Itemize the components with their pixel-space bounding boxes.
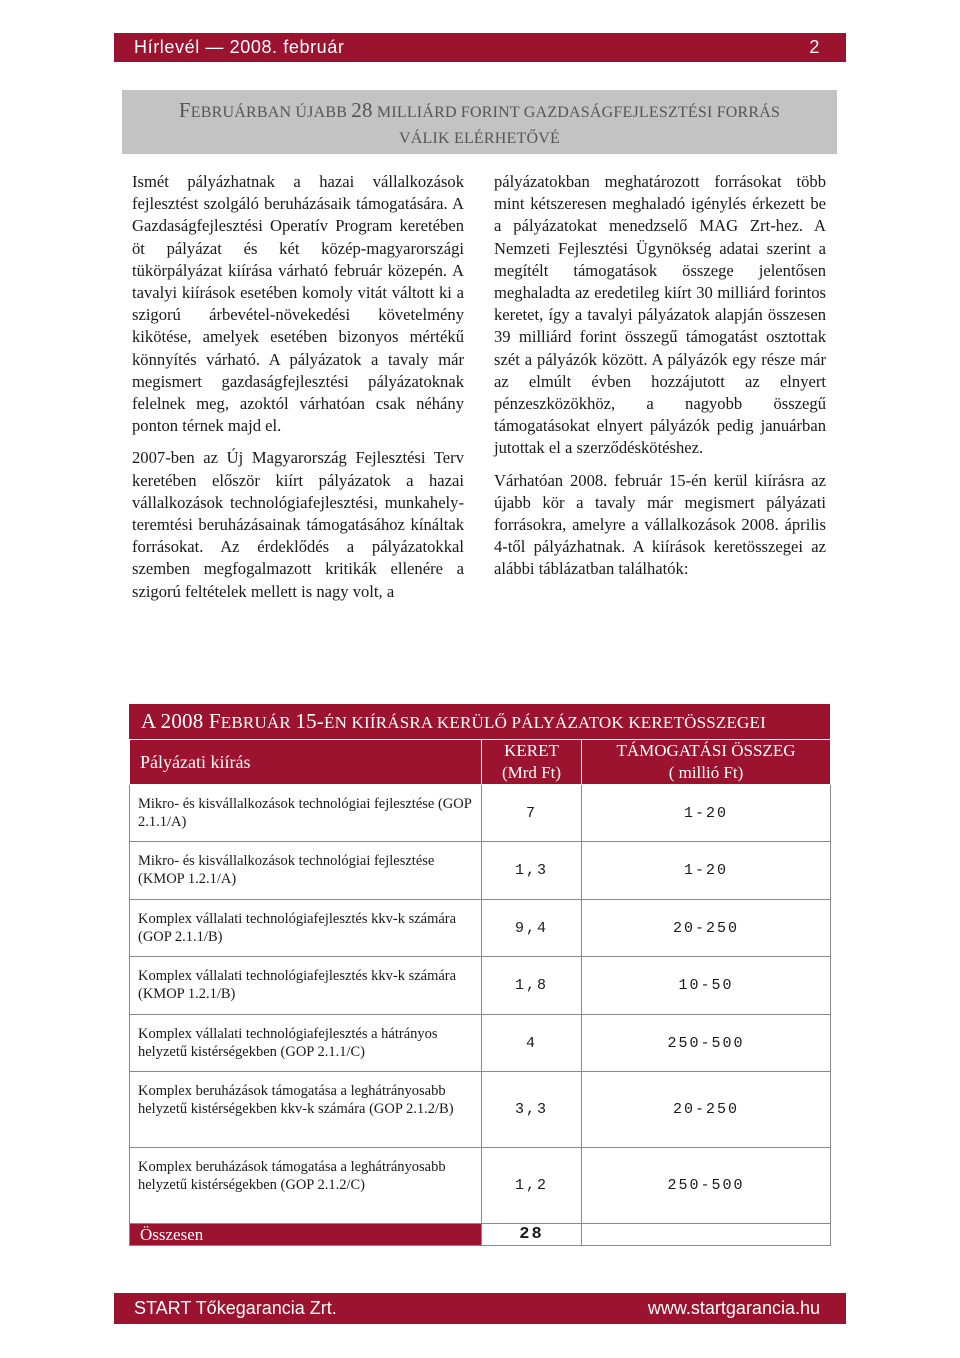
footer-bar — [114, 1293, 846, 1324]
paragraph: Várhatóan 2008. február 15-én kerül kiírásra az újabb kör a tavaly már megismert pályázati forrásokra, amelyre a vállalkozások 2008. április 4-től pályázhatnak. A kiírások keretösszegei az alábbi táblázatban találhatók: — [494, 470, 826, 579]
amount-value: 20-250 — [582, 1072, 831, 1148]
company-name: START Tőkegarancia Zrt. — [134, 1298, 337, 1318]
call-name: Komplex vállalati technológiafejlesztés kkv-k számára (GOP 2.1.1/B) — [130, 900, 482, 957]
table-row — [130, 957, 831, 1015]
column-header-call: Pályázati kiírás — [130, 740, 482, 785]
call-name: Komplex beruházások támogatása a leghátrányosabb helyzetű kistérségekben kkv-k számára (GOP 2.1.2/B) — [130, 1072, 482, 1148]
table-row — [130, 1015, 831, 1072]
budget-value: 1,2 — [482, 1148, 582, 1224]
budget-value: 1,3 — [482, 842, 582, 900]
total-label: Összesen — [130, 1224, 482, 1246]
call-name: Komplex vállalati technológiafejlesztés kkv-k számára (KMOP 1.2.1/B) — [130, 957, 482, 1015]
table-title: A 2008 FEBRUÁR 15-ÉN KIÍRÁSRA KERÜLŐ PÁLYÁZATOK KERETÖSSZEGEI — [129, 704, 830, 739]
table-row — [130, 842, 831, 900]
budget-value: 1,8 — [482, 957, 582, 1015]
budget-value: 7 — [482, 785, 582, 842]
website-link[interactable]: www.startgarancia.hu — [647, 1298, 820, 1318]
funding-table — [129, 704, 830, 1246]
article-title-line-2: VÁLIK ELÉRHETŐVÉ — [399, 130, 560, 147]
amount-value: 250-500 — [582, 1015, 831, 1072]
paragraph: pályázatokban meghatározott forrásokat több mint kétszeresen meghaladó igénylés érkezett be a pályázatokat menedzselő MAG Zrt-hez. A Nemzeti Fejlesztési Ügynökség adatai szerint a megítélt támogatások összege jelentősen meghaladta az eredetileg kiírt 30 milliárd forintos keretet, így a tavalyi pályázatok alapján összesen 39 milliárd forint összegű támogatást osztottak szét a pályázók között. A pályázók egy része már az elmúlt évben hozzájutott az elnyert pénzeszközökhöz, a nagyobb összegű támogatásokat elnyert pályázók pedig januárban jutottak el a szerződéskötéshez. — [494, 172, 826, 458]
call-name: Komplex vállalati technológiafejlesztés a hátrányos helyzetű kistérségekben (GOP 2.1.1/C) — [130, 1015, 482, 1072]
amount-value: 1-20 — [582, 785, 831, 842]
column-header-amount: TÁMOGATÁSI ÖSSZEG ( millió Ft) — [582, 740, 831, 785]
article-column-right — [494, 171, 826, 591]
call-name: Komplex beruházások támogatása a leghátrányosabb helyzetű kistérségekben (GOP 2.1.2/C) — [130, 1148, 482, 1224]
call-name: Mikro- és kisvállalkozások technológiai fejlesztése (GOP 2.1.1/A) — [130, 785, 482, 842]
table-row — [130, 785, 831, 842]
paragraph: Ismét pályázhatnak a hazai vállalkozások fejlesztést szolgáló beruházásaik támogatására. A Gazdaságfejlesztési Operatív Program keretében öt pályázat és két közép-magyarországi tükörpályázat kiírása várható február közepén. A tavalyi kiírások esetében komoly vitát váltott ki a szigorú árbevétel-növekedési követelmény kikötése, amelyek esetében bizonyos mértékű könnyítés várható. A pályázatok a tavaly már megismert gazdaságfejlesztési pályázatoknak felelnek meg, azoktól várhatóan csak néhány ponton térnek majd el. — [132, 172, 464, 436]
paragraph: 2007-ben az Új Magyarország Fejlesztési Terv keretében először kiírt pályázatok a hazai vállalkozások technológiafejlesztési, munkahely-teremtési beruházásainak támogatásához kínáltak forrásokat. Az érdeklődés a pályázatokkal szemben megfogalmazott kritikák ellenére a szigorú feltételek mellett is nagy volt, a — [132, 448, 464, 601]
amount-value: 250-500 — [582, 1148, 831, 1224]
table-header-row — [130, 740, 831, 785]
header-bar — [114, 33, 846, 62]
budget-value: 3,3 — [482, 1072, 582, 1148]
total-empty-cell — [582, 1224, 831, 1246]
amount-value: 10-50 — [582, 957, 831, 1015]
table-row — [130, 900, 831, 957]
call-name: Mikro- és kisvállalkozások technológiai fejlesztése (KMOP 1.2.1/A) — [130, 842, 482, 900]
budget-value: 9,4 — [482, 900, 582, 957]
amount-value: 1-20 — [582, 842, 831, 900]
budget-value: 4 — [482, 1015, 582, 1072]
column-header-budget: KERET (Mrd Ft) — [482, 740, 582, 785]
newsletter-title: Hírlevél — 2008. február — [134, 37, 345, 57]
amount-value: 20-250 — [582, 900, 831, 957]
article-column-left — [132, 171, 464, 613]
article-title-line-1: FEBRUÁRBAN ÚJABB 28 MILLIÁRD FORINT GAZDASÁGFEJLESZTÉSI FORRÁS — [178, 98, 781, 122]
table-total-row — [130, 1224, 831, 1246]
table-row — [130, 1148, 831, 1224]
total-value: 28 — [482, 1224, 582, 1246]
table-row — [130, 1072, 831, 1148]
article-title — [122, 90, 837, 154]
page-number: 2 — [809, 37, 820, 57]
